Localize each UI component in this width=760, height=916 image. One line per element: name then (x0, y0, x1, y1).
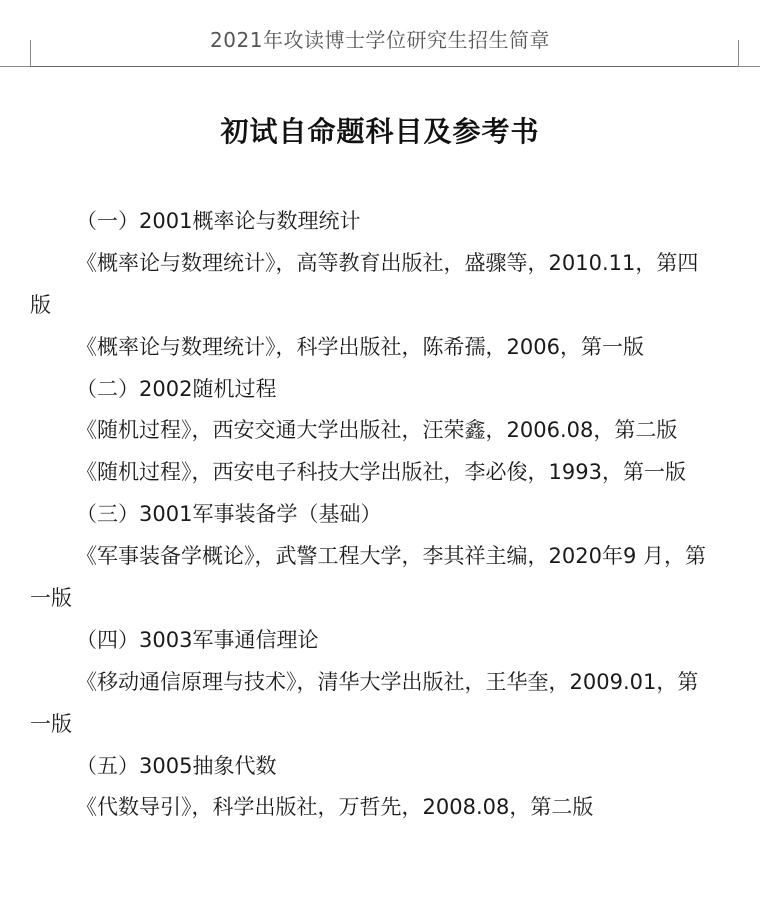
reference-book-line-continuation: 版 (30, 292, 51, 317)
crop-mark-top-right-horizontal (738, 66, 760, 67)
reference-book-line: 《概率论与数理统计》，科学出版社，陈希孺，2006，第一版 (76, 334, 644, 359)
reference-book-line: 《概率论与数理统计》，高等教育出版社，盛骤等，2010.11，第四 (76, 250, 699, 275)
reference-book-line-continuation: 一版 (30, 711, 72, 736)
subject-heading: （五）3005抽象代数 (76, 753, 277, 778)
subject-heading: （三）3001军事装备学（基础） (76, 502, 382, 527)
reference-book-line: 《代数导引》，科学出版社，万哲先，2008.08，第二版 (76, 795, 594, 820)
document-title: 初试自命题科目及参考书 (220, 115, 540, 148)
reference-book-line: 《随机过程》，西安电子科技大学出版社，李必俊，1993，第一版 (76, 460, 686, 485)
header-title: 2021年攻读博士学位研究生招生简章 (210, 28, 550, 52)
subject-heading: （一）2001概率论与数理统计 (76, 209, 361, 233)
subject-heading: （四）3003军事通信理论 (76, 627, 319, 652)
reference-book-line-continuation: 一版 (30, 586, 72, 611)
crop-mark-top-left-horizontal (0, 66, 30, 67)
header-divider (30, 66, 738, 67)
reference-book-line: 《移动通信原理与技术》，清华大学出版社，王华奎，2009.01，第 (76, 669, 699, 694)
document-body (30, 201, 742, 829)
reference-book-line: 《军事装备学概论》，武警工程大学，李其祥主编，2020年9 月，第 (76, 544, 706, 569)
crop-mark-top-left-vertical (30, 40, 31, 66)
reference-book-line: 《随机过程》，西安交通大学出版社，汪荣鑫，2006.08，第二版 (76, 418, 678, 443)
crop-mark-top-right-vertical (738, 40, 739, 66)
subject-heading: （二）2002随机过程 (76, 376, 277, 401)
